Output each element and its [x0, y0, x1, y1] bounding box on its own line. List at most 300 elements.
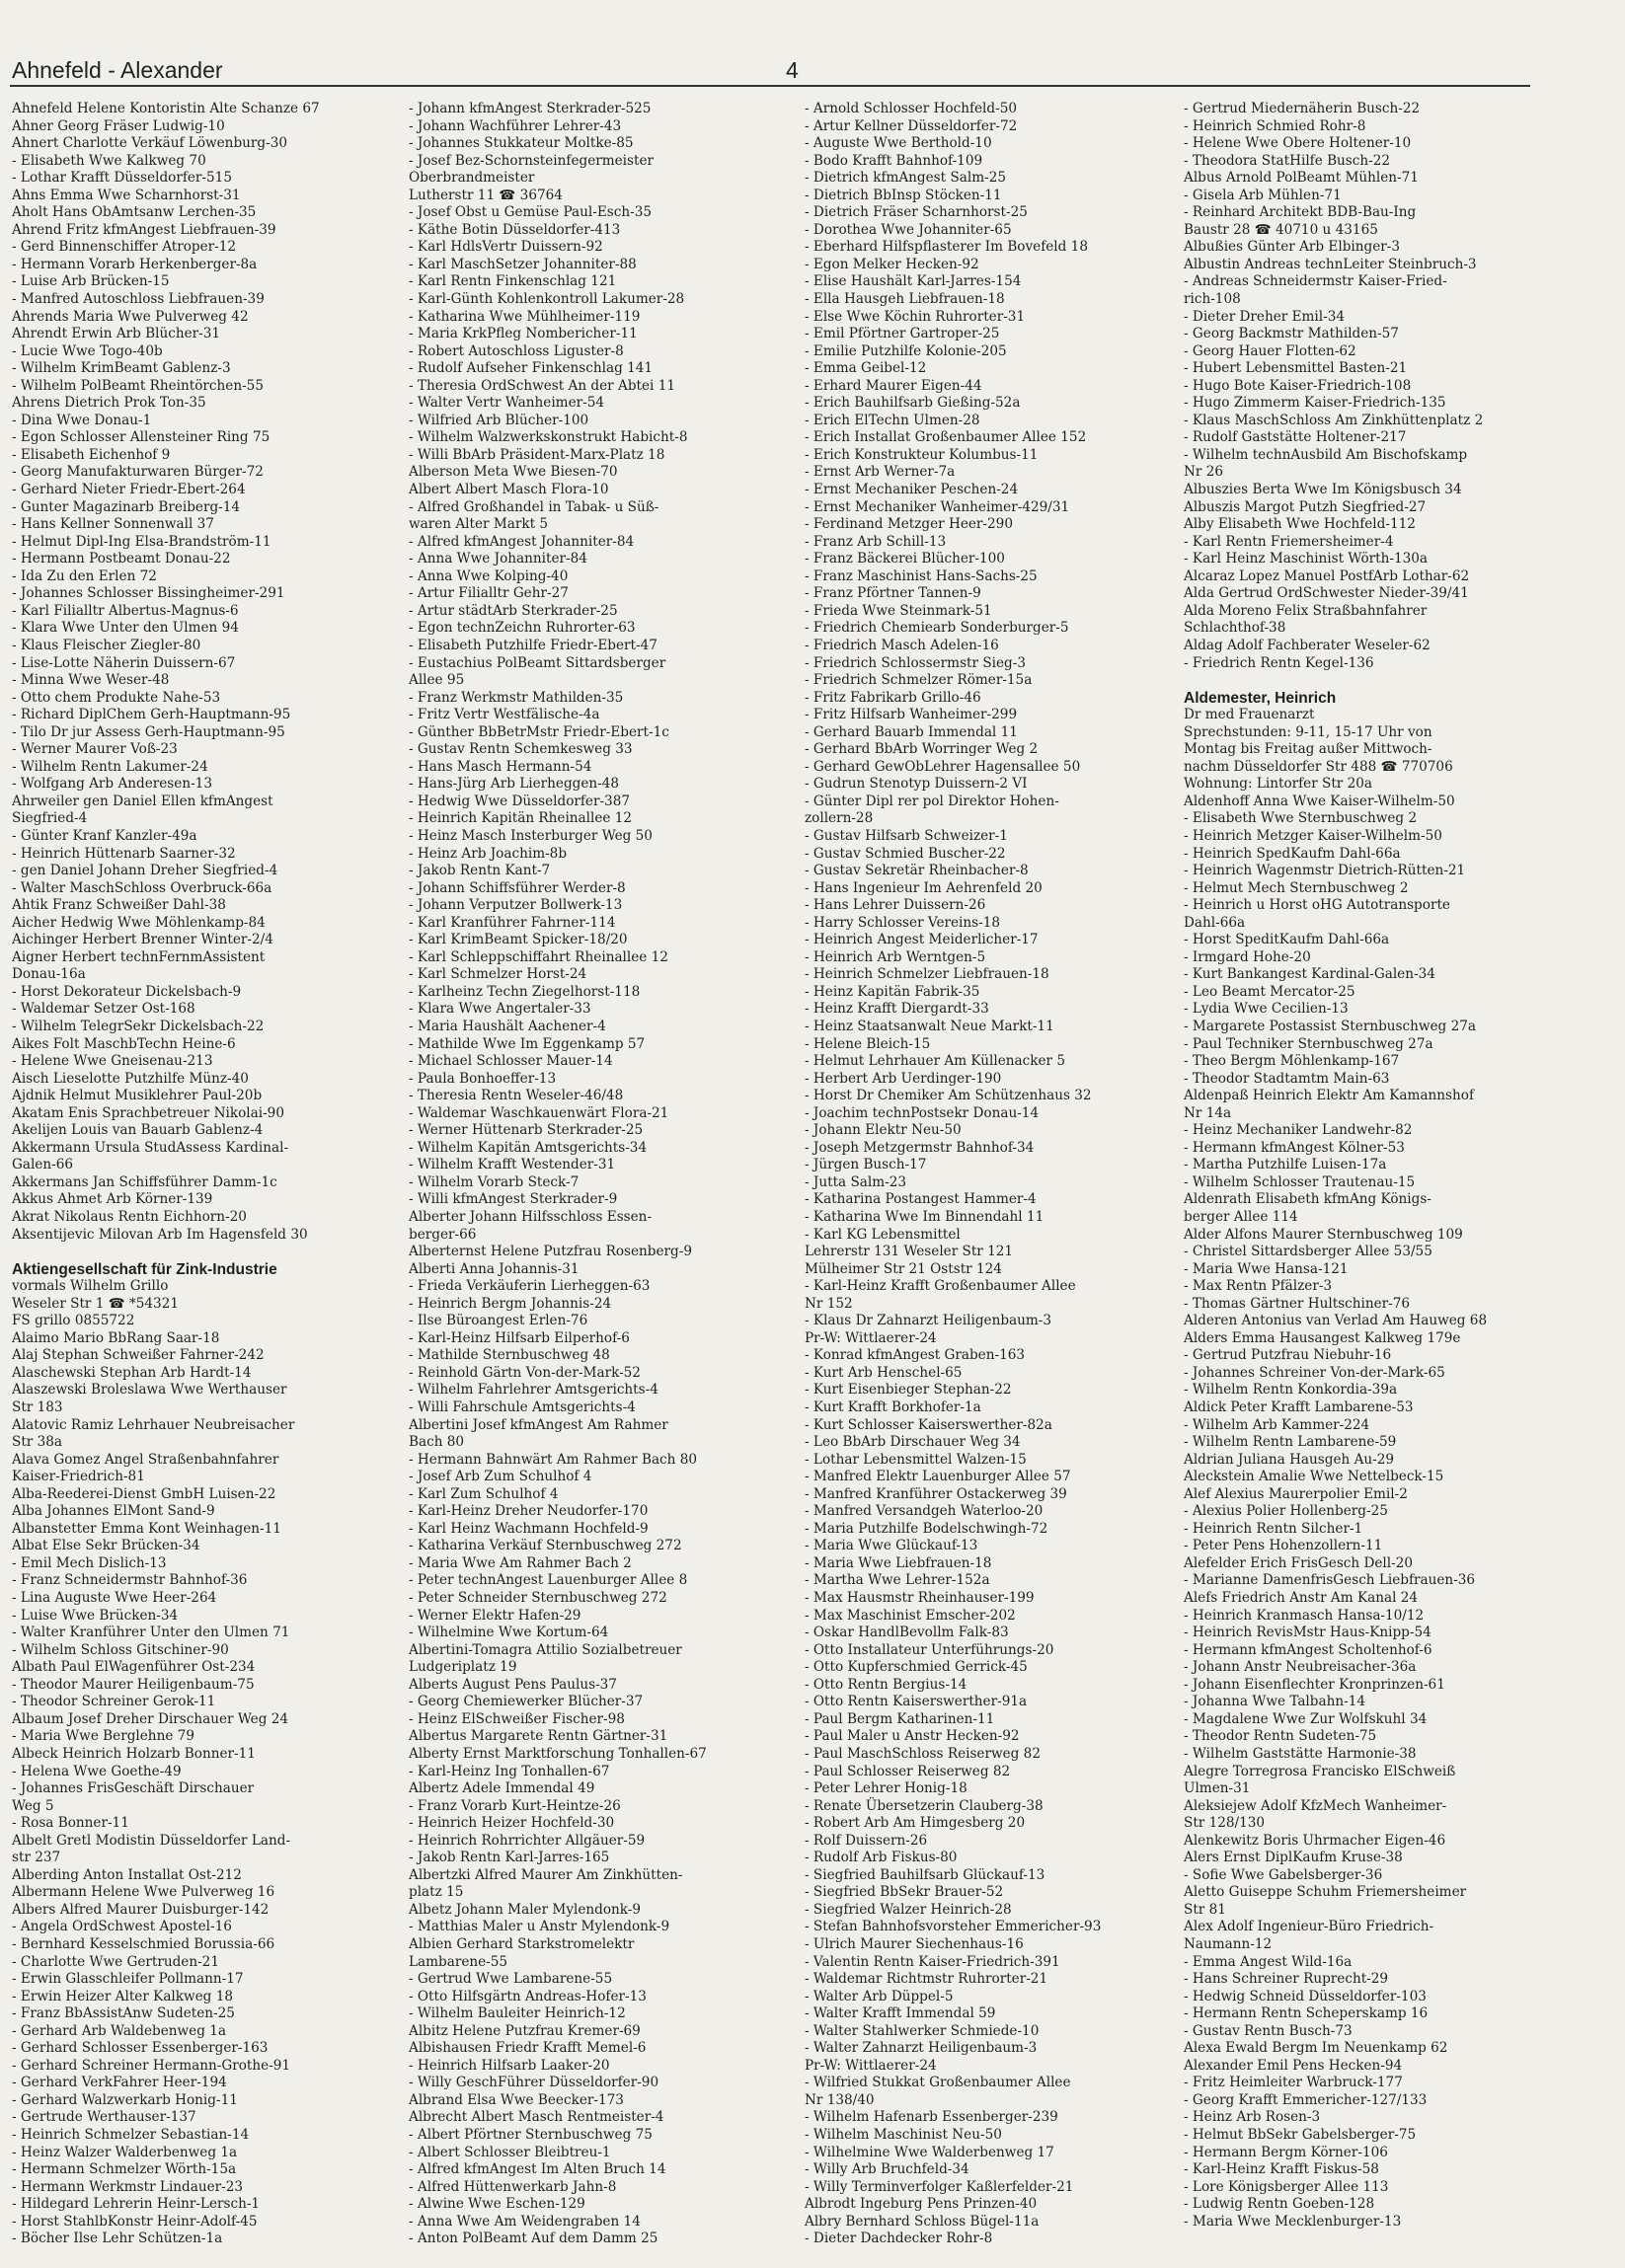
directory-entry: Ahrendt Erwin Arb Blücher-31 [12, 326, 221, 342]
directory-entry: - Elise Haushält Karl-Jarres-154 [805, 273, 1022, 290]
directory-entry: - Walter Kranführer Unter den Ulmen 71 [12, 1625, 290, 1641]
directory-entry: - Karl-Heinz Krafft Fiskus-58 [1184, 2161, 1379, 2178]
directory-entry: - Konrad kfmAngest Graben-163 [805, 1347, 1026, 1364]
directory-entry: - Manfred Kranführer Ostackerweg 39 [805, 1485, 1067, 1502]
directory-entry: Albelt Gretl Modistin Düsseldorfer Land- [12, 1832, 291, 1849]
directory-entry: Albeck Heinrich Holzarb Bonner-11 [12, 1745, 256, 1762]
directory-entry: Akkus Ahmet Arb Körner-139 [12, 1191, 213, 1208]
directory-entry: Alatovic Ramiz Lehrhauer Neubreisacher [12, 1416, 295, 1433]
directory-entry: str 237 [12, 1850, 61, 1866]
directory-entry: - Reinhold Gärtn Von-der-Mark-52 [409, 1364, 641, 1381]
directory-entry: Nr 152 [805, 1295, 853, 1312]
directory-entry: - Friedrich Rentn Kegel-136 [1184, 654, 1374, 671]
directory-entry: - Kurt Arb Henschel-65 [805, 1364, 963, 1381]
directory-entry: - Paul Techniker Sternbuschweg 27a [1184, 1035, 1433, 1052]
directory-entry: Alda Gertrud OrdSchwester Nieder-39/41 [1184, 585, 1469, 602]
directory-entry: - Artur städtArb Sterkrader-25 [409, 602, 618, 619]
directory-entry: - Herbert Arb Uerdinger-190 [805, 1070, 1002, 1087]
directory-entry: Aleksiejew Adolf KfzMech Wanheimer- [1184, 1797, 1447, 1814]
directory-entry: - Otto chem Produkte Nahe-53 [12, 689, 221, 706]
spacer [1184, 672, 1618, 690]
directory-entry: zollern-28 [805, 810, 874, 827]
directory-entry: - Jutta Salm-23 [805, 1173, 907, 1190]
directory-entry: - Heinz Mechaniker Landwehr-82 [1184, 1122, 1413, 1139]
directory-entry: Akrat Nikolaus Rentn Eichhorn-20 [12, 1209, 247, 1225]
directory-entry: - Thomas Gärtner Hultschiner-76 [1184, 1295, 1411, 1312]
directory-entry: Ulmen-31 [1184, 1780, 1251, 1797]
directory-entry: - Max Maschinist Emscher-202 [805, 1607, 1016, 1624]
directory-entry: - Kurt Krafft Borkhofer-1a [805, 1399, 981, 1416]
directory-entry: Alberternst Helene Putzfrau Rosenberg-9 [409, 1244, 692, 1260]
directory-entry: - Heinz Staatsanwalt Neue Markt-11 [805, 1018, 1054, 1034]
directory-column-4 [1184, 101, 1618, 2262]
directory-entry: - Maria Wwe Mecklenburger-13 [1184, 2213, 1402, 2230]
directory-entry: - Willy Arb Bruchfeld-34 [805, 2161, 969, 2178]
directory-entry: - Ulrich Maurer Siechenhaus-16 [805, 1935, 1024, 1952]
directory-entry: - Franz Bäckerei Blücher-100 [805, 551, 1005, 567]
directory-entry: - Willy Terminverfolger Kaßlerfelder-21 [805, 2178, 1074, 2195]
directory-entry: - Gustav Hilfsarb Schweizer-1 [805, 827, 1008, 844]
directory-entry: - Josef Bez-Schornsteinfegermeister [409, 152, 654, 169]
directory-entry: - Heinrich Hilfsarb Laaker-20 [409, 2057, 610, 2074]
directory-entry: - Margarete Postassist Sternbuschweg 27a [1184, 1018, 1476, 1034]
directory-entry: - Rudolf Aufseher Finkenschlag 141 [409, 360, 654, 377]
directory-entry: - Hermann Rentn Scheperskamp 16 [1184, 2005, 1429, 2022]
directory-entry: - Gerhard Arb Waldebenweg 1a [12, 2022, 226, 2039]
directory-entry: - Artur Kellner Düsseldorfer-72 [805, 117, 1018, 134]
directory-entry: Alda Moreno Felix Straßbahnfahrer [1184, 602, 1428, 619]
directory-entry: - Georg Krafft Emmericher-127/133 [1184, 2091, 1428, 2108]
directory-entry: - Friedrich Schmelzer Römer-15a [805, 672, 1033, 689]
directory-entry: Albrecht Albert Masch Rentmeister-4 [409, 2109, 664, 2126]
directory-entry: - Gustav Rentn Schemkesweg 33 [409, 741, 633, 758]
directory-entry: - Gustav Rentn Busch-73 [1184, 2022, 1353, 2039]
directory-entry: - Gisela Arb Mühlen-71 [1184, 187, 1342, 203]
directory-entry: - Emil Mech Dislich-13 [12, 1554, 167, 1571]
directory-entry: - Erich ElTechn Ulmen-28 [805, 412, 980, 428]
directory-entry: - Heinrich Schmelzer Liebfrauen-18 [805, 966, 1049, 983]
directory-entry: Alderen Antonius van Verlad Am Hauweg 68 [1184, 1313, 1488, 1329]
directory-entry: - Helmut Mech Sternbuschweg 2 [1184, 879, 1409, 896]
directory-entry: - Günter Kranf Kanzler-49a [12, 827, 197, 844]
directory-entry: - Heinz Kapitän Fabrik-35 [805, 983, 980, 1000]
directory-entry: Donau-16a [12, 966, 86, 983]
directory-entry: - Klara Wwe Unter den Ulmen 94 [12, 620, 239, 637]
directory-entry: - Theodor Schreiner Gerok-11 [12, 1694, 216, 1710]
directory-entry: Galen-66 [12, 1157, 74, 1173]
directory-entry: - gen Daniel Johann Dreher Siegfried-4 [12, 863, 278, 879]
directory-entry: - Luise Arb Brücken-15 [12, 273, 170, 290]
directory-entry: - Manfred Elektr Lauenburger Allee 57 [805, 1469, 1071, 1485]
directory-entry: - Karl Rentn Friemersheimer-4 [1184, 533, 1394, 550]
directory-entry: - Jürgen Busch-17 [805, 1157, 927, 1173]
directory-entry: - Bernhard Kesselschmied Borussia-66 [12, 1935, 275, 1952]
directory-entry: - Minna Wwe Weser-48 [12, 672, 170, 689]
directory-entry: - Peter technAngest Lauenburger Allee 8 [409, 1572, 688, 1589]
directory-entry: Ahrends Maria Wwe Pulverweg 42 [12, 308, 249, 325]
directory-entry: Weg 5 [12, 1797, 54, 1814]
directory-entry: - Hans Schreiner Ruprecht-29 [1184, 1971, 1389, 1988]
directory-entry: - Franz Werkmstr Mathilden-35 [409, 689, 624, 706]
directory-entry: - Hermann Bahnwärt Am Rahmer Bach 80 [409, 1451, 698, 1468]
directory-entry: - Georg Hauer Flotten-62 [1184, 342, 1356, 359]
directory-entry: - Wilhelm KrimBeamt Gablenz-3 [12, 360, 231, 377]
directory-entry: - Günter Dipl rer pol Direktor Hohen- [805, 793, 1059, 809]
directory-entry: Alers Ernst DiplKaufm Kruse-38 [1184, 1850, 1403, 1866]
directory-entry: - Albert Schlosser Bleibtreu-1 [409, 2144, 611, 2160]
directory-entry: - Arnold Schlosser Hochfeld-50 [805, 101, 1017, 116]
directory-entry: - Wilhelm Kapitän Amtsgerichts-34 [409, 1139, 648, 1156]
directory-entry: - Horst Dr Chemiker Am Schützenhaus 32 [805, 1088, 1092, 1104]
directory-entry: - Hermann kfmAngest Scholtenhof-6 [1184, 1641, 1432, 1658]
directory-entry: - Franz Pförtner Tannen-9 [805, 585, 981, 602]
directory-entry: Pr-W: Wittlaerer-24 [805, 2057, 937, 2074]
directory-entry: - Luise Wwe Brücken-34 [12, 1607, 179, 1624]
directory-entry: Lutherstr 11 ☎ 36764 [409, 187, 563, 203]
directory-entry: - Dina Wwe Donau-1 [12, 412, 152, 428]
directory-entry: Mülheimer Str 21 Oststr 124 [805, 1260, 1002, 1277]
directory-entry: - Karl Schleppschiffahrt Rheinallee 12 [409, 948, 668, 965]
directory-entry: - Hermann kfmAngest Kölner-53 [1184, 1139, 1405, 1156]
directory-entry: - Wilhelm technAusbild Am Bischofskamp [1184, 446, 1468, 463]
directory-entry: - Friedrich Chemiearb Sonderburger-5 [805, 620, 1069, 637]
directory-entry: - Heinrich Hüttenarb Saarner-32 [12, 845, 236, 862]
directory-entry: Aicher Hedwig Wwe Möhlenkamp-84 [12, 914, 266, 931]
directory-entry: - Hildegard Lehrerin Heinr-Lersch-1 [12, 2196, 261, 2213]
directory-entry: - Johann Anstr Neubreisacher-36a [1184, 1659, 1417, 1676]
directory-entry: Ahrens Dietrich Prok Ton-35 [12, 395, 206, 412]
directory-entry: - Marianne DamenfrisGesch Liebfrauen-36 [1184, 1572, 1476, 1589]
directory-entry: rich-108 [1184, 291, 1241, 308]
directory-entry: - Lothar Lebensmittel Walzen-15 [805, 1451, 1027, 1468]
directory-entry: Dahl-66a [1184, 914, 1246, 931]
directory-entry: - Klaus Dr Zahnarzt Heiligenbaum-3 [805, 1313, 1052, 1329]
directory-entry: - Theodor Rentn Sudeten-75 [1184, 1728, 1377, 1745]
directory-entry: - Egon Melker Hecken-92 [805, 256, 979, 272]
directory-entry: - Richard DiplChem Gerh-Hauptmann-95 [12, 707, 291, 723]
directory-entry: - Peter Pens Hohenzollern-11 [1184, 1538, 1383, 1554]
directory-entry: - Siegfried Bauhilfsarb Glückauf-13 [805, 1866, 1045, 1883]
directory-entry: - Heinrich RevisMstr Haus-Knipp-54 [1184, 1625, 1432, 1641]
directory-entry: Alcaraz Lopez Manuel PostfArb Lothar-62 [1184, 567, 1470, 584]
directory-entry: - Ludwig Rentn Goeben-128 [1184, 2196, 1375, 2213]
directory-entry: Ahrweiler gen Daniel Ellen kfmAngest [12, 793, 273, 809]
directory-entry: Wohnung: Lintorfer Str 20a [1184, 776, 1373, 793]
directory-entry: - Dietrich Fräser Scharnhorst-25 [805, 204, 1028, 221]
directory-column-1 [12, 101, 405, 2262]
directory-entry: - Gertrud Miedernäherin Busch-22 [1184, 101, 1421, 116]
directory-entry: - Christel Sittardsberger Allee 53/55 [1184, 1244, 1432, 1260]
directory-entry: Lambarene-55 [409, 1953, 508, 1970]
directory-entry: - Gunter Magazinarb Breiberg-14 [12, 498, 241, 515]
directory-entry: - Katharina Verkäuf Sternbuschweg 272 [409, 1538, 682, 1554]
directory-entry: - Willi Fahrschule Amtsgerichts-4 [409, 1399, 636, 1416]
directory-entry: - Heinz Arb Rosen-3 [1184, 2109, 1321, 2126]
directory-entry: - Heinz Krafft Diergardt-33 [805, 1001, 989, 1018]
directory-entry: - Karl Heinz Maschinist Wörth-130a [1184, 551, 1428, 567]
directory-entry: - Heinrich Bergm Johannis-24 [409, 1295, 612, 1312]
directory-entry: - Peter Lehrer Honig-18 [805, 1780, 967, 1797]
directory-entry: Akatam Enis Sprachbetreuer Nikolai-90 [12, 1104, 284, 1121]
directory-entry: - Frieda Wwe Steinmark-51 [805, 602, 992, 619]
directory-entry: - Rolf Duissern-26 [805, 1832, 928, 1849]
directory-entry: Ahtik Franz Schweißer Dahl-38 [12, 897, 226, 914]
directory-entry: - Martha Putzhilfe Luisen-17a [1184, 1157, 1387, 1173]
directory-entry: - Lydia Wwe Cecilien-13 [1184, 1001, 1349, 1018]
directory-entry: vormals Wilhelm Grillo [12, 1278, 169, 1295]
directory-entry: Albustin Andreas technLeiter Steinbruch-3 [1184, 256, 1477, 272]
firm-heading: Aktiengesellschaft für Zink-Industrie [12, 1260, 277, 1278]
directory-entry: Albermann Helene Wwe Pulverweg 16 [12, 1884, 275, 1901]
directory-entry: - Georg Manufakturwaren Bürger-72 [12, 464, 264, 481]
directory-entry: - Gerhard GewObLehrer Hagensallee 50 [805, 758, 1081, 775]
directory-entry: - Otto Installateur Unterführungs-20 [805, 1641, 1054, 1658]
directory-entry: - Gertrude Werthauser-137 [12, 2109, 196, 2126]
directory-entry: - Heinrich Schmelzer Sebastian-14 [12, 2126, 250, 2143]
directory-entry: - Johannes Schreiner Von-der-Mark-65 [1184, 1364, 1445, 1381]
directory-entry: waren Alter Markt 5 [409, 516, 549, 533]
directory-entry: Str 81 [1184, 1901, 1226, 1918]
directory-entry: - Hans Kellner Sonnenwall 37 [12, 516, 214, 533]
directory-entry: Aholt Hans ObAmtsanw Lerchen-35 [12, 204, 257, 221]
directory-entry: Naumann-12 [1184, 1935, 1273, 1952]
directory-entry: berger Allee 114 [1184, 1209, 1298, 1225]
directory-entry: - Theo Bergm Möhlenkamp-167 [1184, 1053, 1400, 1070]
directory-entry: - Hans Ingenieur Im Aehrenfeld 20 [805, 879, 1043, 896]
directory-entry: - Wilhelm Rentn Lakumer-24 [12, 758, 208, 775]
directory-entry: Ahnert Charlotte Verkäuf Löwenburg-30 [12, 135, 287, 152]
directory-entry: - Mathilde Sternbuschweg 48 [409, 1347, 610, 1364]
directory-entry: - Böcher Ilse Lehr Schützen-1a [12, 2230, 223, 2247]
directory-entry: - Rudolf Arb Fiskus-80 [805, 1850, 958, 1866]
directory-entry: - Heinrich SpedKaufm Dahl-66a [1184, 845, 1401, 862]
directory-entry: - Max Hausmstr Rheinhauser-199 [805, 1590, 1035, 1607]
directory-entry: - Theresia Rentn Weseler-46/48 [409, 1088, 624, 1104]
directory-entry: Bach 80 [409, 1434, 465, 1451]
directory-entry: - Paul Schlosser Reiserweg 82 [805, 1763, 1011, 1779]
directory-entry: - Sofie Wwe Gabelsberger-36 [1184, 1866, 1383, 1883]
directory-entry: - Walter Krafft Immendal 59 [805, 2005, 996, 2022]
directory-entry: - Paula Bonhoeffer-13 [409, 1070, 557, 1087]
directory-entry: Dr med Frauenarzt [1184, 707, 1315, 723]
directory-entry: Alberts August Pens Paulus-37 [409, 1676, 617, 1693]
directory-entry: Alberty Ernst Marktforschung Tonhallen-67 [409, 1745, 707, 1762]
directory-entry: - Heinrich u Horst oHG Autotransporte [1184, 897, 1450, 914]
directory-entry: Aldenhoff Anna Wwe Kaiser-Wilhelm-50 [1184, 793, 1455, 809]
directory-entry: Alby Elisabeth Wwe Hochfeld-112 [1184, 516, 1416, 533]
directory-entry: - Ernst Mechaniker Wanheimer-429/31 [805, 498, 1070, 515]
directory-entry: - Otto Rentn Kaiserswerther-91a [805, 1694, 1028, 1710]
directory-entry: Alenkewitz Boris Uhrmacher Eigen-46 [1184, 1832, 1446, 1849]
directory-entry: - Wilhelm Walzwerkskonstrukt Habicht-8 [409, 429, 688, 446]
directory-entry: - Gerhard VerkFahrer Heer-194 [12, 2075, 227, 2091]
directory-entry: Aichinger Herbert Brenner Winter-2/4 [12, 932, 273, 948]
directory-entry: Albert Albert Masch Flora-10 [409, 482, 609, 498]
directory-entry: Alava Gomez Angel Straßenbahnfahrer [12, 1451, 279, 1468]
directory-entry: - Erhard Maurer Eigen-44 [805, 377, 982, 394]
directory-entry: Akkermann Ursula StudAssess Kardinal- [12, 1139, 289, 1156]
directory-entry: - Auguste Wwe Berthold-10 [805, 135, 992, 152]
directory-entry: Alaj Stephan Schweißer Fahrner-242 [12, 1347, 265, 1364]
directory-entry: Siegfried-4 [12, 810, 88, 827]
directory-entry: - Maria KrkPfleg Nombericher-11 [409, 326, 638, 342]
directory-entry: - Klara Wwe Angertaler-33 [409, 1001, 591, 1018]
directory-entry: Albrodt Ingeburg Pens Prinzen-40 [805, 2196, 1038, 2213]
directory-entry: - Lucie Wwe Togo-40b [12, 342, 163, 359]
directory-entry: - Kurt Bankangest Kardinal-Galen-34 [1184, 966, 1435, 983]
directory-entry: - Gertrud Putzfrau Niebuhr-16 [1184, 1347, 1392, 1364]
directory-entry: - Josef Obst u Gemüse Paul-Esch-35 [409, 204, 652, 221]
directory-entry: - Mathilde Wwe Im Eggenkamp 57 [409, 1035, 646, 1052]
directory-entry: - Franz BbAssistAnw Sudeten-25 [12, 2005, 235, 2022]
directory-entry: Albitz Helene Putzfrau Kremer-69 [409, 2022, 641, 2039]
directory-entry: - Johannes Schlosser Bissingheimer-291 [12, 585, 285, 602]
directory-entry: - Ernst Mechaniker Peschen-24 [805, 482, 1019, 498]
directory-entry: Albuszies Berta Wwe Im Königsbusch 34 [1184, 482, 1462, 498]
directory-entry: - Eberhard Hilfspflasterer Im Bovefeld 18 [805, 239, 1088, 256]
directory-entry: - Ernst Arb Werner-7a [805, 464, 956, 481]
directory-entry: Baustr 28 ☎ 40710 u 43165 [1184, 221, 1378, 238]
directory-entry: - Dieter Dachdecker Rohr-8 [805, 2230, 993, 2247]
directory-entry: - Renate Übersetzerin Clauberg-38 [805, 1797, 1044, 1814]
directory-entry: Albat Else Sekr Brücken-34 [12, 1538, 200, 1554]
directory-entry: Albry Bernhard Schloss Bügel-11a [805, 2213, 1040, 2230]
directory-entry: - Stefan Bahnhofsvorsteher Emmericher-93 [805, 1919, 1102, 1935]
directory-entry: - Walter Vertr Wanheimer-54 [409, 395, 604, 412]
directory-entry: Aldrian Juliana Hausgeh Au-29 [1184, 1451, 1395, 1468]
directory-entry: - Karl-Heinz Ing Tonhallen-67 [409, 1763, 610, 1779]
directory-entry: - Wilhelm Rentn Lambarene-59 [1184, 1434, 1397, 1451]
directory-entry: - Karl KG Lebensmittel [805, 1226, 961, 1243]
directory-entry: - Alfred kfmAngest Johanniter-84 [409, 533, 635, 550]
directory-entry: Aldag Adolf Fachberater Weseler-62 [1184, 637, 1431, 653]
directory-entry: - Johannes Stukkateur Moltke-85 [409, 135, 634, 152]
directory-entry: Alef Alexius Maurerpolier Emil-2 [1184, 1485, 1408, 1502]
directory-entry: - Johann Wachführer Lehrer-43 [409, 117, 622, 134]
directory-entry: - Karl Kranführer Fahrner-114 [409, 914, 616, 931]
directory-entry: - Wilhelmine Wwe Walderbenweg 17 [805, 2144, 1054, 2160]
directory-entry: Alaimo Mario BbRang Saar-18 [12, 1329, 220, 1346]
directory-entry: Albertus Margarete Rentn Gärtner-31 [409, 1728, 668, 1745]
directory-entry: - Elisabeth Eichenhof 9 [12, 446, 171, 463]
directory-entry: - Irmgard Hohe-20 [1184, 948, 1311, 965]
directory-entry: - Karl HdlsVertr Duissern-92 [409, 239, 603, 256]
directory-entry: - Gerhard BbArb Worringer Weg 2 [805, 741, 1039, 758]
directory-entry: Ahnefeld Helene Kontoristin Alte Schanze 67 [12, 101, 320, 116]
directory-entry: Albus Arnold PolBeamt Mühlen-71 [1184, 170, 1419, 187]
directory-entry: - Dorothea Wwe Johanniter-65 [805, 221, 1012, 238]
directory-entry: - Georg Backmstr Mathilden-57 [1184, 326, 1399, 342]
directory-entry: - Emilie Putzhilfe Kolonie-205 [805, 342, 1007, 359]
directory-entry: - Leo Beamt Mercator-25 [1184, 983, 1355, 1000]
directory-entry: - Karlheinz Techn Ziegelhorst-118 [409, 983, 641, 1000]
directory-entry: - Hermann Bergm Körner-106 [1184, 2144, 1388, 2160]
directory-entry: - Alwine Wwe Eschen-129 [409, 2196, 585, 2213]
directory-entry: - Hans Lehrer Duissern-26 [805, 897, 986, 914]
directory-entry: Nr 138/40 [805, 2091, 875, 2108]
directory-entry: Albertzki Alfred Maurer Am Zinkhütten- [409, 1866, 683, 1883]
directory-entry: - Heinrich Heizer Hochfeld-30 [409, 1815, 615, 1832]
directory-entry: Albuszis Margot Putzh Siegfried-27 [1184, 498, 1427, 515]
directory-entry: - Lore Königsberger Allee 113 [1184, 2178, 1389, 2195]
directory-entry: - Ella Hausgeh Liebfrauen-18 [805, 291, 1005, 308]
directory-entry: - Erich Konstrukteur Kolumbus-11 [805, 446, 1039, 463]
directory-entry: Alders Emma Hausangest Kalkweg 179e [1184, 1329, 1461, 1346]
directory-entry: - Dietrich kfmAngest Salm-25 [805, 170, 1006, 187]
directory-entry: - Hugo Zimmerm Kaiser-Friedrich-135 [1184, 395, 1446, 412]
directory-entry: - Karl Heinz Wachmann Hochfeld-9 [409, 1520, 649, 1537]
directory-entry: - Jakob Rentn Kant-7 [409, 863, 551, 879]
directory-entry: - Maria Wwe Berglehne 79 [12, 1728, 194, 1745]
directory-entry: Aksentijevic Milovan Arb Im Hagensfeld 30 [12, 1226, 308, 1243]
directory-entry: - Johann Eisenflechter Kronprinzen-61 [1184, 1676, 1445, 1693]
directory-entry: - Heinrich Angest Meiderlicher-17 [805, 932, 1039, 948]
directory-entry: - Werner Elektr Hafen-29 [409, 1607, 581, 1624]
directory-entry: - Wilhelm Arb Kammer-224 [1184, 1416, 1370, 1433]
directory-entry: - Manfred Autoschloss Liebfrauen-39 [12, 291, 265, 308]
directory-entry: - Erich Installat Großenbaumer Allee 152 [805, 429, 1087, 446]
directory-entry: - Karl Zum Schulhof 4 [409, 1485, 559, 1502]
directory-entry: Ahrend Fritz kfmAngest Liebfrauen-39 [12, 221, 276, 238]
directory-entry: - Karl-Heinz Hilfsarb Eilperhof-6 [409, 1329, 630, 1346]
directory-entry: Albishausen Friedr Krafft Memel-6 [409, 2040, 647, 2057]
directory-entry: - Robert Arb Am Himgesberg 20 [805, 1815, 1026, 1832]
directory-entry: - Joseph Metzgermstr Bahnhof-34 [805, 1139, 1035, 1156]
directory-entry: - Max Rentn Pfälzer-3 [1184, 1278, 1333, 1295]
directory-entry: - Gertrud Wwe Lambarene-55 [409, 1971, 613, 1988]
directory-entry: Nr 14a [1184, 1104, 1232, 1121]
directory-entry: - Waldemar Waschkauenwärt Flora-21 [409, 1104, 669, 1121]
directory-entry: Montag bis Freitag außer Mittwoch- [1184, 741, 1432, 758]
directory-entry: - Magdalene Wwe Zur Wolfskuhl 34 [1184, 1710, 1428, 1727]
directory-entry: Aikes Folt MaschbTechn Heine-6 [12, 1035, 236, 1052]
directory-entry: - Else Wwe Köchin Ruhrorter-31 [805, 308, 1026, 325]
directory-entry: Albanstetter Emma Kont Weinhagen-11 [12, 1520, 281, 1537]
directory-entry: Albetz Johann Maler Mylendonk-9 [409, 1901, 642, 1918]
directory-entry: - Horst Dekorateur Dickelsbach-9 [12, 983, 242, 1000]
firm-heading: Aldemester, Heinrich [1184, 689, 1337, 707]
directory-entry: - Rudolf Gaststätte Holtener-217 [1184, 429, 1407, 446]
directory-column-3 [805, 101, 1178, 2262]
directory-entry: Nr 26 [1184, 464, 1224, 481]
directory-entry: Akelijen Louis van Bauarb Gablenz-4 [12, 1122, 264, 1139]
directory-entry: - Elisabeth Wwe Kalkweg 70 [12, 152, 206, 169]
directory-entry: Lehrerstr 131 Weseler Str 121 [805, 1244, 1014, 1260]
directory-entry: - Johannes FrisGeschäft Dirschauer [12, 1780, 255, 1797]
directory-entry: - Karl MaschSetzer Johanniter-88 [409, 256, 637, 272]
directory-entry: - Paul Bergm Katharinen-11 [805, 1710, 995, 1727]
directory-entry: - Wilhelm Bauleiter Heinrich-12 [409, 2005, 626, 2022]
directory-entry: - Maria Wwe Glückauf-13 [805, 1538, 978, 1554]
directory-column-2 [409, 101, 801, 2262]
directory-entry: - Lina Auguste Wwe Heer-264 [12, 1590, 217, 1607]
directory-entry: - Karl-Heinz Krafft Großenbaumer Allee [805, 1278, 1076, 1295]
directory-entry: - Heinrich Metzger Kaiser-Wilhelm-50 [1184, 827, 1442, 844]
directory-entry: - Alfred Großhandel in Tabak- u Süß- [409, 498, 659, 515]
directory-entry: - Heinrich Kapitän Rheinallee 12 [409, 810, 633, 827]
directory-entry: Aletto Guiseppe Schuhm Friemersheimer [1184, 1884, 1467, 1901]
directory-entry: - Wilhelm Hafenarb Essenberger-239 [805, 2109, 1058, 2126]
directory-entry: - Egon Schlosser Allensteiner Ring 75 [12, 429, 271, 446]
directory-entry: - Maria Haushält Aachener-4 [409, 1018, 606, 1034]
directory-entry: - Robert Autoschloss Liguster-8 [409, 342, 624, 359]
directory-entry: - Hedwig Wwe Düsseldorfer-387 [409, 793, 630, 809]
directory-entry: - Willy GeschFührer Düsseldorfer-90 [409, 2075, 659, 2091]
directory-entry: - Erwin Glasschleifer Pollmann-17 [12, 1971, 244, 1988]
directory-entry: - Wilhelm PolBeamt Rheintörchen-55 [12, 377, 264, 394]
directory-entry: - Heinz Masch Insterburger Weg 50 [409, 827, 653, 844]
directory-entry: - Willi kfmAngest Sterkrader-9 [409, 1191, 618, 1208]
